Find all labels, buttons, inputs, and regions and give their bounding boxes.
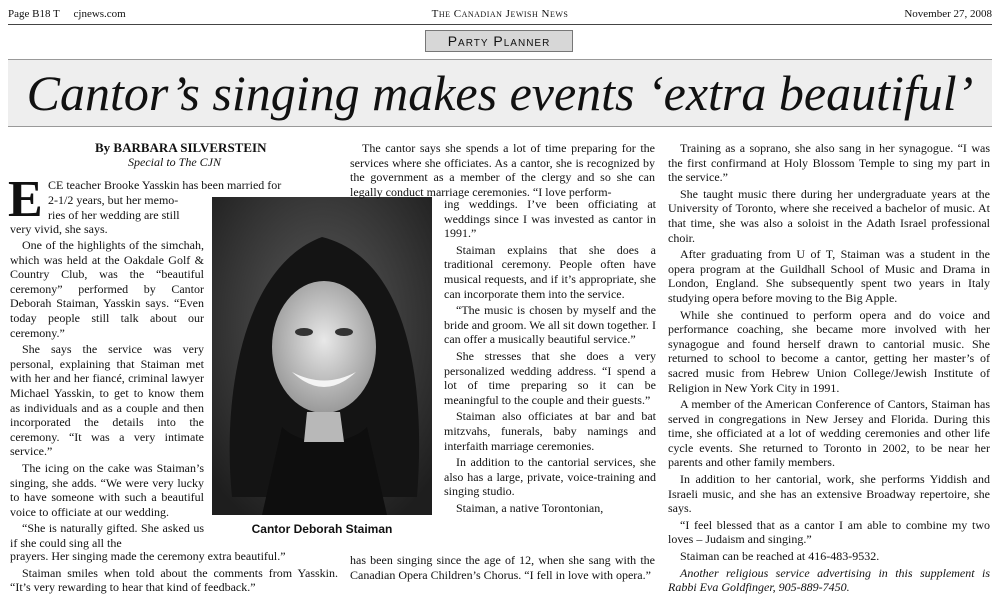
paragraph: Staiman smiles when told about the comments from Yasskin. “It’s very rewarding to hear that kind of feedback.” xyxy=(10,565,338,595)
col1-body xyxy=(10,238,204,552)
col1-line: ries of her wedding are still xyxy=(48,207,180,222)
photo-caption: Cantor Deborah Staiman xyxy=(251,522,393,536)
byline-author: By BARBARA SILVERSTEIN xyxy=(95,140,267,155)
paragraph: Training as a soprano, she also sang in her synagogue. “I was the first confirmand at Holy Blossom Temple to sing my part in the service.” xyxy=(668,141,990,185)
paper-name: The Canadian Jewish News xyxy=(431,8,569,20)
col1-intro xyxy=(48,193,202,222)
col2-body xyxy=(444,197,656,517)
paragraph: In addition to her cantorial, work, she performs Yiddish and Israeli music, and she has an extensive Broadway repertoire, she says. xyxy=(668,472,990,516)
col1-bottom xyxy=(10,549,338,597)
paragraph: In addition to the cantorial services, she also has a large, private, voice-training and singing studio. xyxy=(444,455,656,499)
col1-line: very vivid, she says. xyxy=(10,222,108,236)
col1-line: CE teacher Brooke Yasskin has been married for xyxy=(48,178,282,192)
paragraph: “She is naturally gifted. She asked us if she could sing all the xyxy=(10,521,204,550)
paragraph: She stresses that she does a very personalized wedding address. “I spend a lot of time preparing so it can be meaningful to the couple and their guests.” xyxy=(444,348,656,407)
advertising-note: Another religious service advertising in this supplement is Rabbi Eva Goldfinger, 905-889-7450. xyxy=(668,565,990,595)
col1-intro-line xyxy=(48,178,340,193)
top-rule xyxy=(8,24,992,25)
paragraph: After graduating from U of T, Staiman was a student in the opera program at the Guildhall School of Music and Drama in London, England. She subsequently spent two years in Italy studying opera before moving to the Big Apple. xyxy=(668,247,990,305)
masthead xyxy=(8,8,992,22)
paragraph: Staiman, a native Torontonian, xyxy=(456,500,604,515)
col2-bottom xyxy=(350,553,655,582)
page-number: Page B18 T cjnews.com xyxy=(8,8,126,20)
col3-body xyxy=(668,141,990,597)
col1-line: prayers. Her singing made the ceremony extra beautiful.” xyxy=(10,549,286,563)
section-label: Party Planner xyxy=(425,30,573,52)
paragraph: A member of the American Conference of Cantors, Staiman has served in congregations in New Jersey and Florida. During this time, she officiated at a lot of wedding ceremonies and other life cycle events. She returned to Toronto in 2002, to be near her parents and other family members. xyxy=(668,397,990,470)
paragraph: Staiman can be reached at 416-483-9532. xyxy=(680,549,880,564)
col1-line: 2-1/2 years, but her memo- xyxy=(48,193,179,207)
paragraph: While she continued to perform opera and do voice and performance coaching, she became more involved with her synagogue and found herself drawn to cantorial music. She returned to school to become a cantor, getting her master’s of sacred music from Hebrew Union College/Jewish Institute of Religion in New York City in 1991. xyxy=(668,307,990,395)
col2-line: has been singing since the age of 12, when she sang with the Canadian Opera Children’s Chorus. “I fell in love with opera.” xyxy=(350,553,655,582)
col1-intro-end xyxy=(10,222,202,237)
issue-date: November 27, 2008 xyxy=(904,8,992,20)
paragraph: “I feel blessed that as a cantor I am able to combine my two loves – Judaism and singing.” xyxy=(668,517,990,547)
portrait-image xyxy=(212,197,432,515)
paragraph: She taught music there during her undergraduate years at the University of Toronto, where she received a bachelor of music. At that time, she was also a soloist in the Adath Israel professional choir. xyxy=(668,186,990,245)
headline: Cantor’s singing makes events ‘extra beautiful’ xyxy=(26,65,974,121)
drop-cap: E xyxy=(8,171,43,228)
paragraph: The cantor says she spends a lot of time preparing for the services where she officiates. As a cantor, she is recognized by the government as a member of the clergy and so she can legally conduct marriage ceremonies. “I love perform- xyxy=(350,141,655,199)
paragraph: The icing on the cake was Staiman’s singing, she adds. “We were very lucky to have someone with such a beautiful voice to officiate at our wedding. xyxy=(10,460,204,519)
paragraph: ing weddings. I’ve been officiating at weddings since I was invested as cantor in 1991.” xyxy=(444,197,656,241)
paragraph: “The music is chosen by myself and the bride and groom. We all sit down together. I can offer a musically beautiful service.” xyxy=(444,303,656,347)
site-url: cjnews.com xyxy=(73,8,126,20)
paragraph: Staiman also officiates at bar and bat mitzvahs, funerals, baby namings and interfaith marriage ceremonies. xyxy=(444,409,656,453)
paragraph: One of the highlights of the simchah, which was held at the Oakdale Golf & Country Club, was the “beautiful ceremony” performed by Cantor Deborah Staiman, Yasskin says. “Even today people still talk about our ceremony.” xyxy=(10,238,204,340)
portrait-photo xyxy=(212,197,432,515)
paragraph: Staiman explains that she does a traditional ceremony. People often have musical requests, and if it’s appropriate, she can incorporate them into the service. xyxy=(444,242,656,301)
paragraph: She says the service was very personal, explaining that Staiman met with her and her fiancé, criminal lawyer Michael Yasskin, to get to know them as individuals and as a couple and then incorporated the details into the ceremony. “It was a very intimate service.” xyxy=(10,342,204,459)
byline-role: Special to The CJN xyxy=(128,155,221,169)
col2-top xyxy=(350,141,655,201)
